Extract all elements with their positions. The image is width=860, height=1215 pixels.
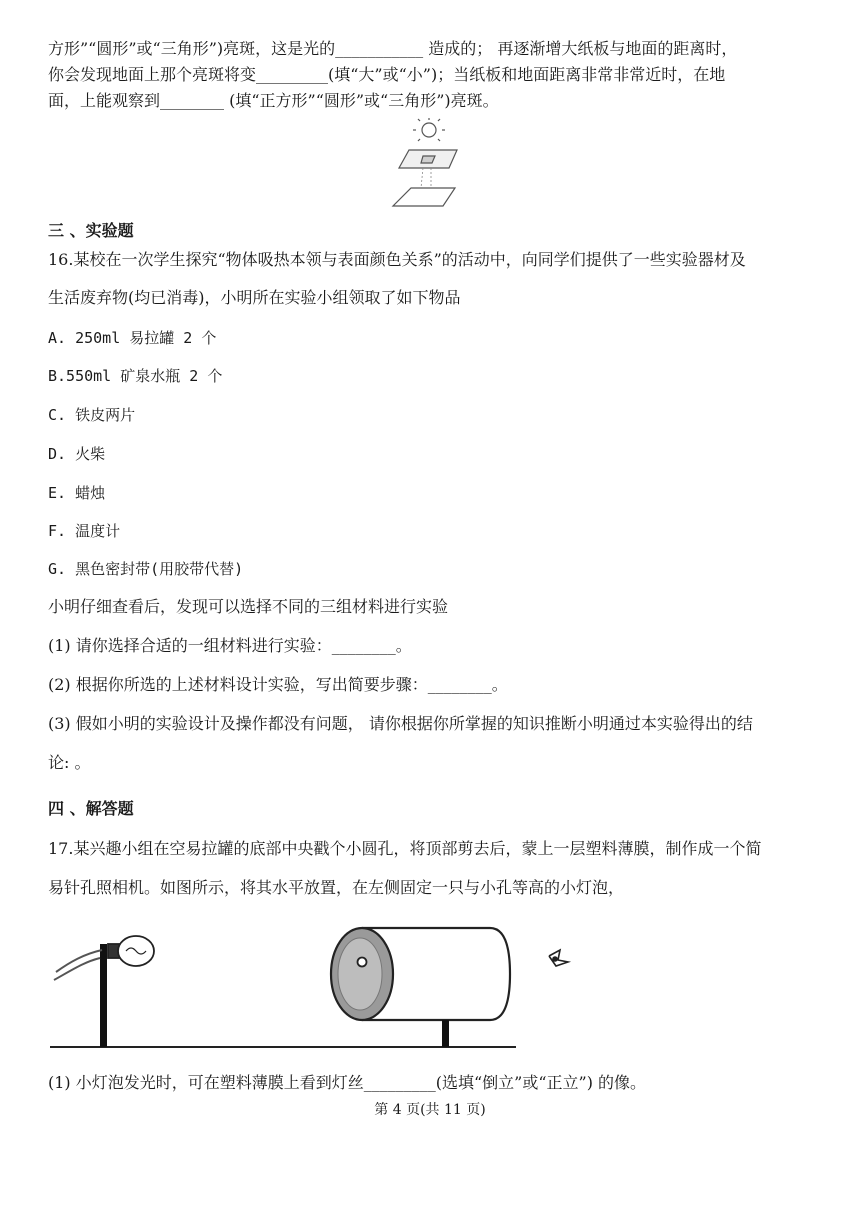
- section-heading-answer: 四 、解答题: [48, 799, 134, 818]
- pinhole-camera-figure: [44, 916, 584, 1054]
- q16-option-f: F. 温度计: [48, 522, 121, 540]
- q15-line-3: 面，上能观察到________ (填“正方形”“圆形”或“三角形”)亮斑。: [48, 91, 499, 110]
- q16-option-d: D. 火柴: [48, 445, 106, 463]
- q16-sub-2: (2) 根据你所选的上述材料设计实验，写出简要步骤：________。: [48, 675, 508, 694]
- q16-note: 小明仔细查看后，发现可以选择不同的三组材料进行实验: [48, 597, 449, 616]
- q16-option-a: A. 250ml 易拉罐 2 个: [48, 329, 217, 347]
- q15-line-2: 你会发现地面上那个亮斑将变_________(填“大”或“小”)；当纸板和地面距离非常非常近时，在地: [48, 65, 726, 84]
- light-bulb-icon: [108, 936, 154, 966]
- q16-option-g: G. 黑色密封带(用胶带代替): [48, 560, 244, 578]
- q16-option-c: C. 铁皮两片: [48, 406, 136, 424]
- pinhole: [358, 958, 367, 967]
- q16-line-2: 生活废弃物(均已消毒)，小明所在实验小组领取了如下物品: [48, 288, 461, 307]
- ground-plane: [393, 188, 455, 206]
- q16-sub-1: (1) 请你选择合适的一组材料进行实验：________。: [48, 636, 412, 655]
- page-footer: 第 4 页(共 11 页): [374, 1102, 486, 1118]
- can-stand: [442, 1020, 449, 1047]
- light-beam: [421, 168, 431, 188]
- q16-option-e: E. 蜡烛: [48, 484, 106, 502]
- can-camera: [331, 928, 510, 1020]
- q16-line-1: 16.某校在一次学生探究“物体吸热本领与表面颜色关系”的活动中，向同学们提供了一些实验器材及: [48, 250, 746, 269]
- q16-sub-3-line-1: (3) 假如小明的实验设计及操作都没有问题， 请你根据你所掌握的知识推断小明通过本实验得出的结: [48, 714, 753, 733]
- q15-line-1: 方形”“圆形”或“三角形”)亮斑，这是光的___________ 造成的； 再逐渐增大纸板与地面的距离时，: [48, 39, 738, 58]
- lamp-stand: [54, 944, 107, 1047]
- sun-pinhole-figure: [385, 116, 475, 212]
- q17-sub-1: (1) 小灯泡发光时，可在塑料薄膜上看到灯丝_________(选填“倒立”或“正立”) 的像。: [48, 1073, 647, 1092]
- q16-sub-3-line-2: 论: 。: [48, 753, 91, 772]
- section-heading-experiment: 三 、实验题: [48, 221, 134, 240]
- eye-icon: [549, 950, 568, 966]
- q16-option-b: B.550ml 矿泉水瓶 2 个: [48, 367, 223, 385]
- sun-icon: [413, 118, 445, 141]
- q17-line-1: 17.某兴趣小组在空易拉罐的底部中央戳个小圆孔，将顶部剪去后，蒙上一层塑料薄膜，制作成一个简: [48, 839, 762, 858]
- q17-line-2: 易针孔照相机。如图所示，将其水平放置，在左侧固定一只与小孔等高的小灯泡，: [48, 878, 625, 897]
- cardboard-plate: [399, 150, 457, 168]
